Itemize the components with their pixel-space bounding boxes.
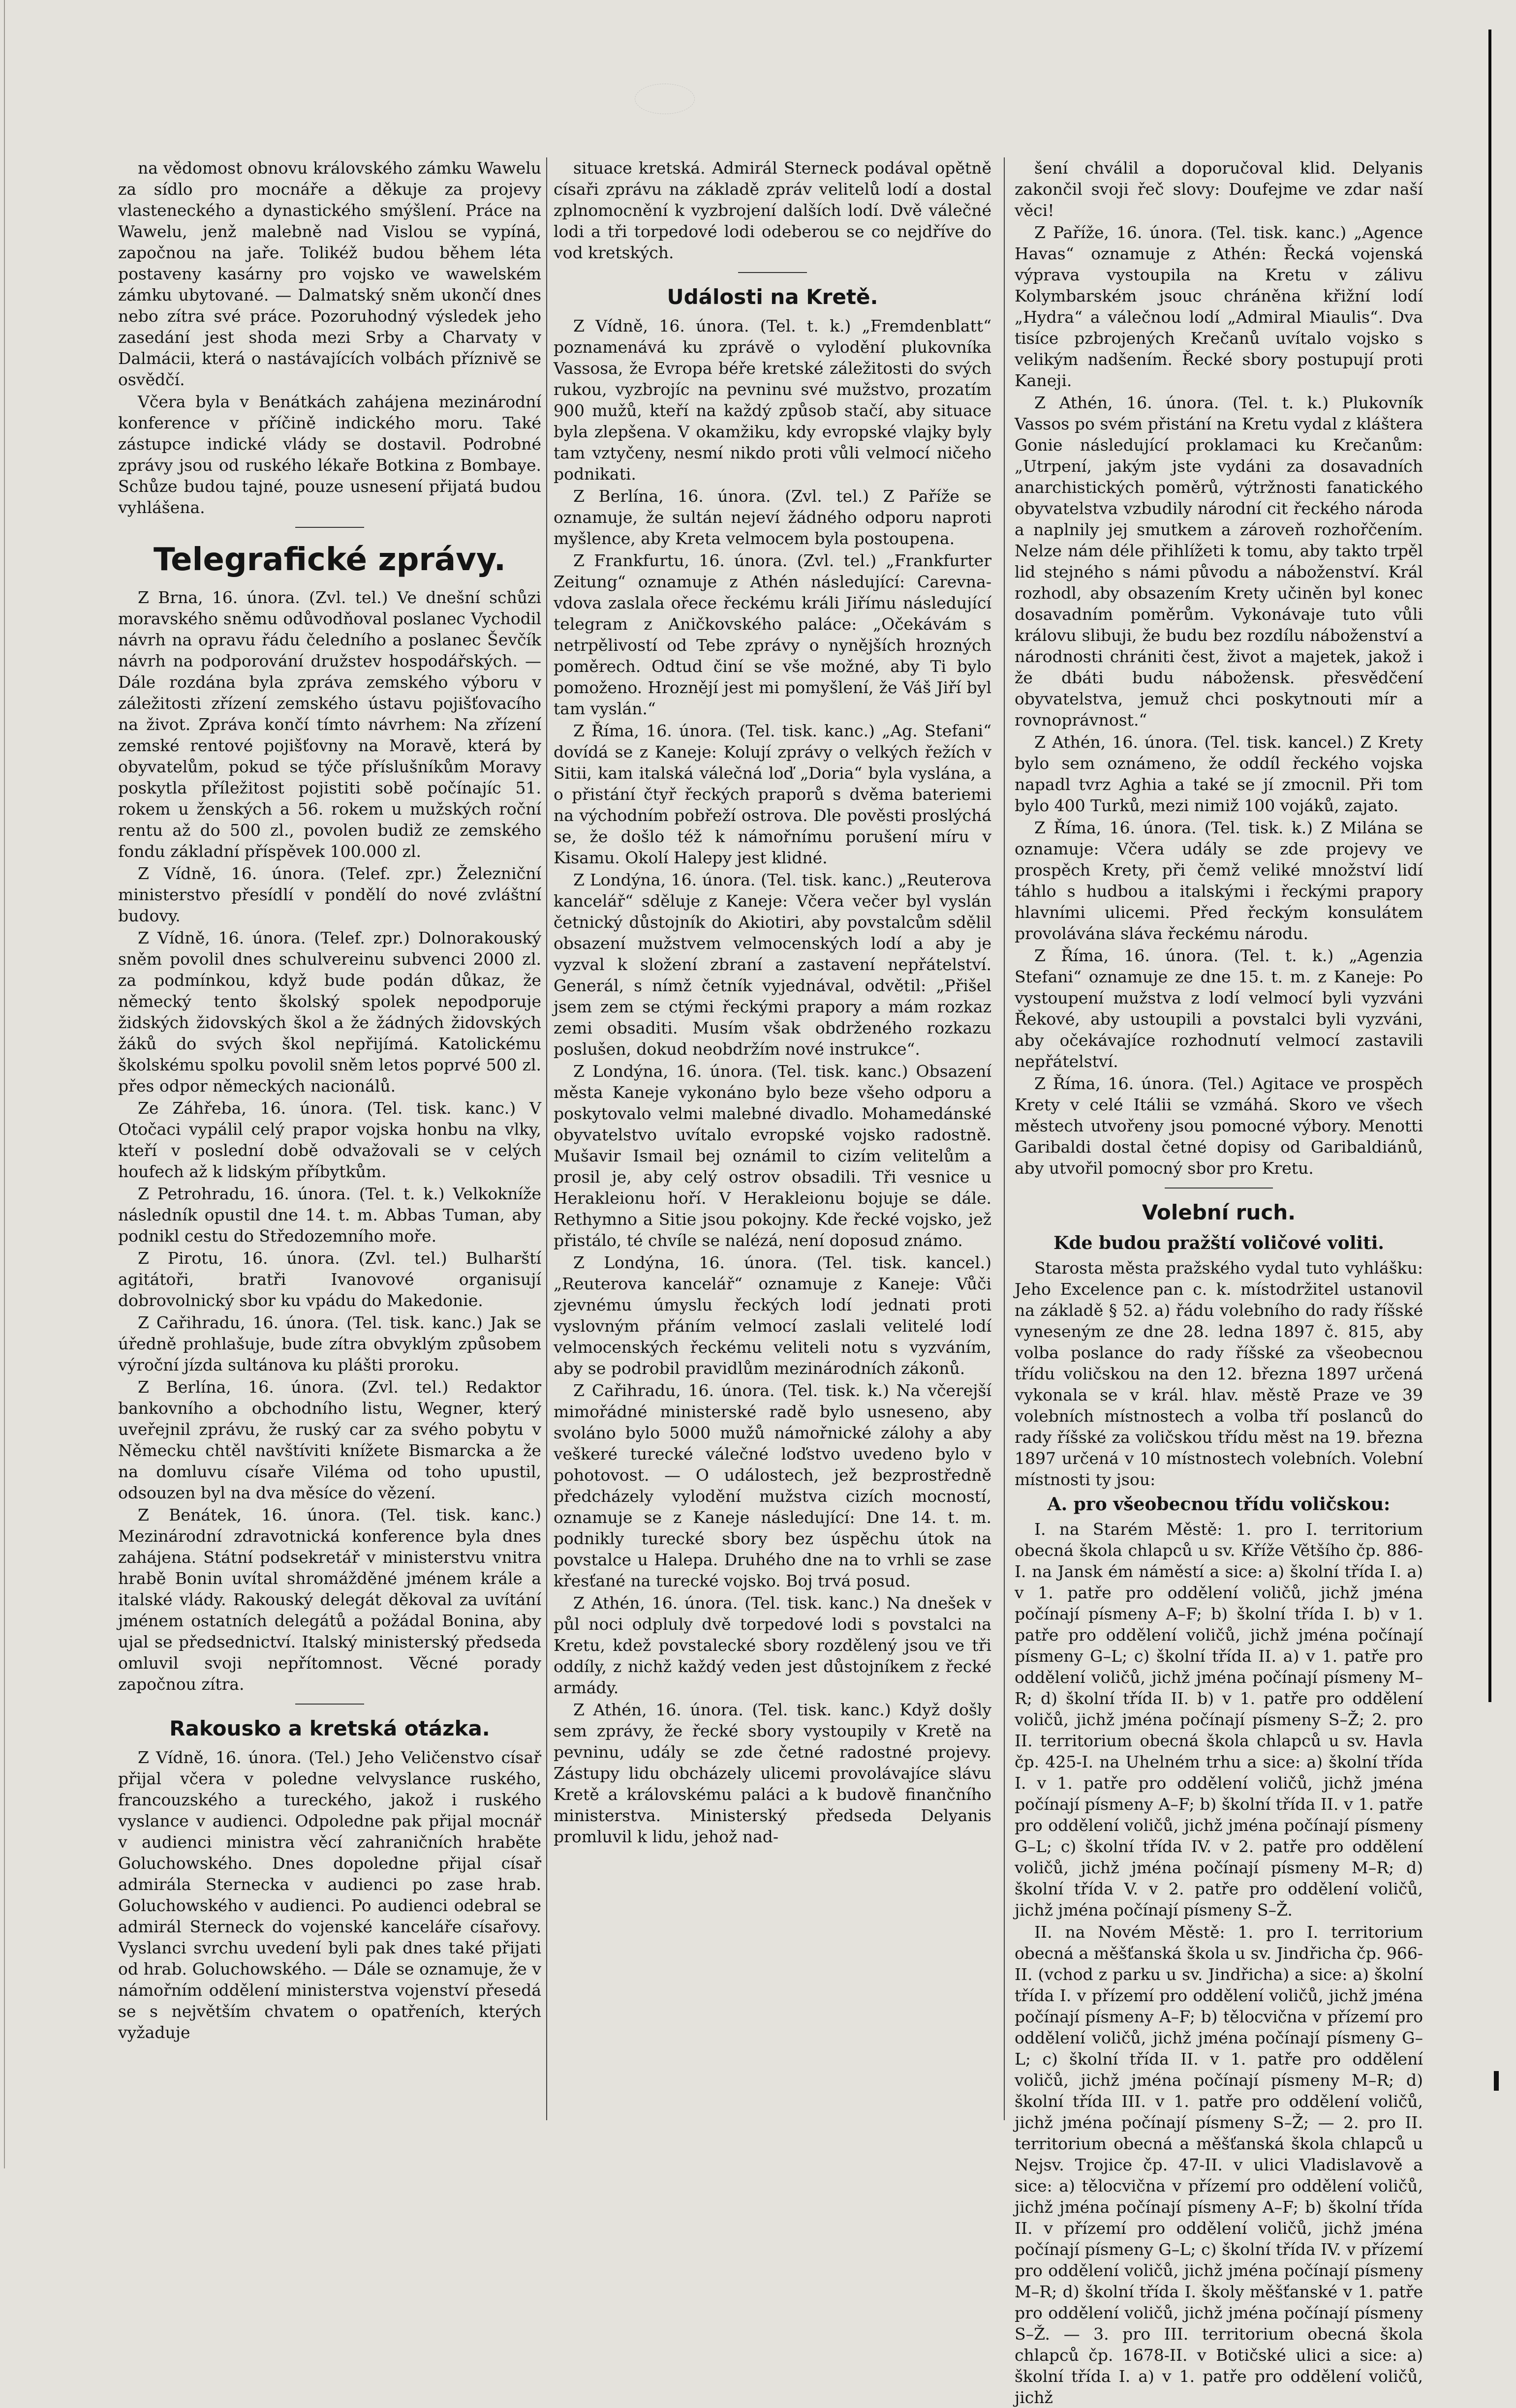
kreta-berlin: Z Berlína, 16. února. (Zvl. tel.) Z Paříže se oznamuje, že sultán nejeví žádného odporu naproti myšlence, aby Kreta velmocem byla postoupena. [554, 487, 991, 548]
section-heading-volebni-ruch: Volební ruch. [1142, 1200, 1296, 1224]
article-benatky-konference: Včera byla v Benátkách zahájena mezinárodní konference v příčině indického moru. Také zástupce indické vlády se dostavil. Podrobné zprávy jsou od ruského lékaře Botkina z Bombaye. Schůze budou tajné, pouze usnesení přijatá budou vyhlášena. [118, 392, 541, 517]
article-rakousko-kreta: Z Vídně, 16. února. (Tel.) Jeho Veličenstvo císař přijal včera v poledne velvyslance ruského, francouzského a tureckého, jakož i ruského vyslance v audienci. Odpoledne pak přijal mocnář v audienci ministra věcí zahraničních hraběte Goluchowského. Dnes dopoledne přijal císař admirála Sterneckа v audienci po zase hrab. Goluchowského v audienci. Po audienci odebral se admirál Sterneck do vojenské kanceláře císařovy. Vyslanci svrchu uvedení byli pak dnes také přijati od hrab. Goluchowského. — Dále se oznamuje, že v námořním oddělení ministerstva vojenství přesedá se s největším chvatem o opatřeních, kterých vyžaduje [118, 1748, 541, 2042]
column-3 [1015, 157, 1423, 2407]
kreta-londyn-2: Z Londýna, 16. února. (Tel. tisk. kanc.) Obsazení města Kaneje vykonáno bylo beze všeho odporu a poskytovalo velmi malebné divadlo. Mohamedánské obyvatelstvo uvítalo evropské vojsko radostně. Mušavir Ismail bej oznámil to cizím velitelům a prosil je, aby celý ostrov obsadili. Tři vesnice u Herakleionu hoří. V Herakleionu bojuje se dále. Rethymno a Sitie jsou pokojny. Kde řecké vojsko, jež přistálo, té chvíle se nalézá, není doposud známo. [554, 1062, 991, 1250]
separator [738, 272, 807, 273]
column-rule-2 [1004, 157, 1005, 2120]
article-wawel: na vědomost obnovu královského zámku Wawelu za sídlo pro mocnáře a děkuje za projevy vlasteneckého a dynastického smýšlení. Práce na Wawelu, jenž malebně nad Vislou se vypíná, započnou na jaře. Tolikéž budou během léta postaveny kasárny pro vojsko ve wawelském zámku ubytované. — Dalmatský sněm ukončí dnes nebo zítra své práce. Pozoruhodný výsledek jeho zasedání jest shoda mezi Srby a Charvaty v Dalmácii, která o nastávajících volbách příznivě se osvědčí. [118, 158, 541, 389]
separator [295, 1704, 364, 1705]
kreta-athen-aghia: Z Athén, 16. února. (Tel. tisk. kancel.) Z Krety bylo sem oznámeno, že oddíl řeckého vojska napadl tvrz Aghia a také se jí zmocnil. Při tom bylo 400 Turků, mezi nimiž 100 vojáků, zajato. [1015, 732, 1423, 815]
kreta-pariz: Z Paříže, 16. února. (Tel. tisk. kanc.) „Agence Havas“ oznamuje z Athén: Řecká vojenská výprava vystoupila na Kretu v zálivu Kolymbarském jsouc chráněna křižní lodí „Hydra“ a válečnou lodí „Admiral Miaulis“. Dva tisíce pzbrojených Krečanů uvítalo vojsko s velikým nadšením. Řecké sbory postupují proti Kaneji. [1015, 223, 1423, 390]
telegram-benatky: Z Benátek, 16. února. (Tel. tisk. kanc.) Mezinárodní zdravotnická konference byla dnes zahájena. Státní podsekretář v ministerstvu vnitra hrabě Bonin uvítal shromážděné jménem krále a italské vlády. Rakouský delegát děkoval za uvítání jménem ostatních delegátů a požádal Bonina, aby ujal se předsednictví. Italský ministerský předseda omluvil svoji nepřítomnost. Věcné porady započnou zítra. [118, 1505, 541, 1694]
kreta-athen-vassos: Z Athén, 16. února. (Tel. t. k.) Plukovník Vassos po svém přistání na Kretu vydal z kláštera Gonie následující proklamaci ku Krečanům: „Utrpení, jakým jste vydáni za dosavadních anarchistických poměrů, výtržnosti fanatického obyvatelstva vzbudily národní cit řeckého národa a naplnily jej smutkem a zároveň rozhořčením. Nelze nám déle přihlížeti k tomu, aby takto trpěl lid stejného s námi původu a náboženství. Král rozhodl, aby obsazením Krety učiněn byl konec dosavadním poměrům. Vykonávaje tuto vůli královu slibuji, že budu bez rozdílu náboženství a národnosti chrániti čest, život a majetek, jakož i že dbáti budu nábožensk. přesvědčení obyvatelstva, jemuž chci poskytnouti mír a rovnoprávnost.“ [1015, 393, 1423, 730]
kreta-viden: Z Vídně, 16. února. (Tel. t. k.) „Fremdenblatt“ poznamenává ku zprávě o vylodění plukovníka Vassosa, že Evropa béře kretské záležitosti do svých rukou, vyzbrojíc na pevninu své mužstvo, prozatím 900 mužů, kteří na každý způsob stačí, aby situace byla zlepšena. V okamžiku, kdy evropské vlajky byly tam vztyčeny, nesmí nikdo proti vůli velmocí ničeho podnikati. [554, 316, 991, 484]
telegram-berlin: Z Berlína, 16. února. (Zvl. tel.) Redaktor bankovního a obchodního listu, Wegner, který uveřejnil zprávu, že ruský car za svého pobytu v Německu chtěl navštíviti knížete Bismarcka a že na domluvu císaře Viléma od toho upustil, odsouzen byl na dva měsíce do vězení. [118, 1377, 541, 1502]
volby-vyhlaska: Starosta města pražského vydal tuto vyhlášku: Jeho Excelence pan c. k. místodržitel ustanovil na základě § 52. a) řádu volebního do rady říšské vyneseným ze dne 28. ledna 1897 č. 815, aby volba poslance do rady říšské za všeobecnou třídu voličskou na den 12. března 1897 určená vykonala se v král. hlav. městě Praze ve 39 volebních místnostech a volba tří poslanců do rady říšské za voličskou třídu měst na 19. března 1897 určená v 10 místnostech volebních. Volební místnosti ty jsou: [1015, 1258, 1423, 1489]
kreta-athen-1: Z Athén, 16. února. (Tel. tisk. kanc.) Na dnešek v půl noci odpluly dvě torpedové lodi s povstalci na Kretu, kdež povstalecké sbory rozdělený jsou ve tři oddíly, z nichž každý veden jest důstojníkem z řecké armády. [554, 1593, 991, 1697]
telegram-brno: Z Brna, 16. února. (Zvl. tel.) Ve dnešní schůzi moravského sněmu odůvodňoval poslanec Vychodil návrh na opravu řádu čeledního a poslanec Ševčík návrh na podporování družstev hospodářských. — Dále rozdána byla zpráva zemského výboru v záležitosti zřízení zemského ústavu pojišťovacího na život. Zpráva končí tímto návrhem: Na zřízení zemské rentové pojišťovny na Moravě, která by obyvatelům, pokud se týče příslušníkům Moravy poskytla příležitost pojistiti sobě počínajíc 51. rokem u ženských a 56. rokem u mužských roční rentu až do 500 zl., povolen budiž ze zemského fondu základní příspěvek 100.000 zl. [118, 588, 541, 861]
kreta-delyanis: šení chválil a doporučoval klid. Delyanis zakončil svoji řeč slovy: Doufejme ve zdar naší věci! [1015, 158, 1423, 220]
telegram-viden-2: Z Vídně, 16. února. (Telef. zpr.) Dolnorakouský sněm povolil dnes schulvereinu subvenci 2000 zl. za podmínkou, když bude podán důkaz, že německý tento školský spolek nepodporuje židských židovských škol a že žádných židovských žáků do svých škol nepřijímá. Katolickému školskému spolku povolil sněm letos poprvé 500 zl. přes odpor německých nacionálů. [118, 928, 541, 1096]
column-1 [118, 157, 541, 2120]
scan-edge-line [4, 0, 5, 2168]
telegram-viden-1: Z Vídně, 16. února. (Telef. zpr.) Železniční ministerstvo přesídlí v pondělí do nové zvláštní budovy. [118, 864, 541, 925]
section-heading-rakousko: Rakousko a kretská otázka. [169, 1716, 490, 1740]
paper-stain [635, 84, 695, 114]
volby-nove-mesto: II. na Novém Městě: 1. pro I. territorium obecná a měšťanská škola u sv. Jindřicha čp. 966-II. (vchod z parku u sv. Jindřicha) a sice: a) školní třída I. v přízemí pro oddělení voličů, jichž jména počínají písmeny A–F; b) tělocvična v přízemí pro oddělení voličů, jichž jména počínají písmeny G–L; c) školní třída II. v 1. patře pro oddělení voličů, jichž jména počínají písmeny M–R; d) školní třída III. v 1. patře pro oddělení voličů, jichž jména počínají písmeny S–Ž; — 2. pro II. territorium obecná a měšťanská škola chlapců u Nejsv. Trojice čp. 47-II. v ulici Vladislavově a sice: a) tělocvična v přízemí pro oddělení voličů, jichž jména počínají písmeny A–F; b) školní třída II. v přízemí pro oddělení voličů, jichž jména počínají písmeny G–L; c) školní třída IV. v přízemí pro oddělení voličů, jichž jména počínají písmeny M–R; d) školní třída I. školy měšťanské v 1. patře pro oddělení voličů, jichž jména počínají písmeny S–Ž. — 3. pro III. territorium obecná škola chlapců čp. 1678-II. v Botičské ulici a sice: a) školní třída I. a) v 1. patře pro oddělení voličů, jichž [1015, 1922, 1423, 2407]
separator [1165, 1188, 1273, 1189]
subheading-kde-budou-volit: Kde budou pražští voličové voliti. [1053, 1233, 1384, 1253]
telegram-petrohrad: Z Petrohradu, 16. února. (Tel. t. k.) Velkokníže následník opustil dne 14. t. m. Abbas Tuman, aby podnikl cestu do Středozemního moře. [118, 1184, 541, 1246]
kreta-rim-stefani: Z Říma, 16. února. (Tel. t. k.) „Agenzia Stefani“ oznamuje ze dne 15. t. m. z Kaneje: Po vystoupení mužstva z lodí velmocí byli vyzváni Řekové, aby ustoupili a povstalci byli vyzváni, aby očekávajíce rozhodnutí velmocí zastavili nepřátelství. [1015, 946, 1423, 1071]
section-heading-telegraficke: Telegrafické zprávy. [153, 542, 506, 578]
kreta-frankfurt: Z Frankfurtu, 16. února. (Zvl. tel.) „Frankfurter Zeitung“ oznamuje z Athén následující: Carevna-vdova zaslala ořece řeckému králi Jiřímu následující telegram z Aničkovského paláce: „Očekávám s netrpělivostí od Tebe zprávy o nynějších hrozných poměrech. Odtud činí se vše možné, aby Ti bylo pomoženo. Hroznějí jest mi pomyšlení, že Váš Jiří byl tam vyslán.“ [554, 551, 991, 718]
kreta-rim-milan: Z Říma, 16. února. (Tel. tisk. k.) Z Milána se oznamuje: Včera udály se zde projevy ve prospěch Krety, při čemž veliké množství lidí táhlo s hudbou a italskými i řeckými prapory hlavními ulicemi. Před řeckým konsulátem provolávána sláva řeckému národu. [1015, 818, 1423, 943]
telegram-zahreb: Ze Záhřeba, 16. února. (Tel. tisk. kanc.) V Otočaci vypálil celý prapor vojska honbu na vlky, kteří v poslední době odvažovali se v celých houfech až k lidským příbytkům. [118, 1098, 541, 1181]
kreta-londyn-1: Z Londýna, 16. února. (Tel. tisk. kanc.) „Reuterova kancelář“ sděluje z Kaneje: Včera večer byl vyslán četnický důstojník do Akiotiri, aby povstalcům sdělil obsazení mužstvem velmocenských lodí a aby je vyzval k složení zbraní a zastavení nepřátelství. Generál, s nímž četník vyjednával, odvětil: „Přišel jsem zem se ctými řeckými prapory a mám rozkaz zemi obsaditi. Musím však obdrženého rozkazu poslušen, dokud neobdržím nové instrukce“. [554, 870, 991, 1059]
volby-stare-mesto: I. na Starém Městě: 1. pro I. territorium obecná škola chlapců u sv. Kříže Většího čp. 886-I. na Jansk ém náměstí a sice: a) školní třída I. a) v 1. patře pro oddělení voličů, jichž jména počínají písmeny A–F; b) školní třída I. b) v 1. patře pro oddělení voličů, jichž jména počínají písmeny G–L; c) školní třída II. a) v 1. patře pro oddělení voličů, jichž jména počínají písmeny M–R; d) školní třída II. b) v 1. patře pro oddělení voličů, jichž jména počínají písmeny S–Ž; 2. pro II. territorium obecná škola chlapců u sv. Havla čp. 425-I. na Uhelném trhu a sice: a) školní třída I. v 1. patře pro oddělení voličů, jichž jména počínají písmeny A–F; b) školní třída II. v 1. patře pro oddělení voličů, jichž jména počínají písmeny G–L; c) školní třída IV. v 2. patře pro oddělení voličů, jichž jména počínají písmeny M–R; d) školní třída V. v 2. patře pro oddělení voličů, jichž jména počínají písmeny S–Ž. [1015, 1520, 1423, 1920]
column-rule-1 [546, 157, 547, 2120]
article-situace-kretska: situace kretská. Admirál Sterneck podával opětně císaři zprávu na základě zpráv velitelů lodí a dostal zplnomocnění k vyzbrojení dalších lodí. Dvě válečné lodi a tři torpedové lodi odeberou se co nejdříve do vod kretských. [554, 158, 991, 262]
telegram-pirot: Z Pirotu, 16. února. (Zvl. tel.) Bulharští agitátoři, bratři Ivanovové organisují dobrovolnický sbor ku vpádu do Makedonie. [118, 1249, 541, 1310]
kreta-rim-agitace: Z Říma, 16. února. (Tel.) Agitace ve prospěch Krety v celé Itálii se vzmáhá. Skoro ve všech městech utvořeny jsou pomocné výbory. Menotti Garibaldi dostal četné dopisy od Garibaldiánů, aby utvořil pomocný sbor pro Kretu. [1015, 1074, 1423, 1178]
column-2 [554, 157, 991, 2120]
page-mark [1494, 2071, 1499, 2091]
kreta-londyn-3: Z Londýna, 16. února. (Tel. tisk. kancel.) „Reuterova kancelář“ oznamuje z Kaneje: Vůči zjevnému úmyslu řeckých lodí jednati proti vyslovným přáním velmocí zaslali velitelé lodí velmocenských řeckému veliteli notu s vyzváním, aby se podrobil pravidlům mezinárodních zákonů. [554, 1253, 991, 1378]
binding-edge [1488, 30, 1511, 1702]
telegram-carihrad: Z Cařihradu, 16. února. (Tel. tisk. kanc.) Jak se úředně prohlašuje, bude zítra obvyklým způsobem výroční jízda sultánova ku plášti proroku. [118, 1313, 541, 1374]
section-heading-udalosti-na-krete: Události na Kretě. [667, 285, 878, 309]
kreta-rim: Z Říma, 16. února. (Tel. tisk. kanc.) „Ag. Stefani“ dovídá se z Kaneje: Kolují zprávy o velkých řežích v Sitii, kam italská válečná loď „Doria“ byla vyslána, a o přistání čtyř řeckých praporů s dvěma bateriemi na východním pobřeží ostrova. Dle pověsti proslýchá se, že došlo též k námořnímu porušení míru v Kisamu. Okolí Halepy jest klidné. [554, 721, 991, 867]
separator [295, 527, 364, 528]
kreta-carihrad: Z Cařihradu, 16. února. (Tel. tisk. k.) Na včerejší mimořádné ministerské radě bylo usneseno, aby svoláno bylo 5000 mužů námořnické zálohy a aby veškeré turecké válečné loďstvo uvedeno bylo v pohotovost. — O událostech, jež bezprostředně předcházely vylodění mužstva cizích mocností, oznamuje se z Kaneje následující: Dne 14. t. m. podnikly turecké sbory bez úspěchu útok na povstalce u Halepa. Druhého dne na to vrhli se zase křesťané na turecké vojsko. Boj trvá posud. [554, 1381, 991, 1590]
kreta-athen-2: Z Athén, 16. února. (Tel. tisk. kanc.) Když došly sem zprávy, že řecké sbory vystoupily v Kretě na pevninu, udály se zde četné radostné projevy. Zástupy lidu obcházely ulicemi provolávajíce slávu Kretě a královskému paláci a k budově finančního ministerstva. Ministerský předseda Delyanis promluvil k lidu, jehož nad- [554, 1700, 991, 1846]
subheading-vseobecna-trida: A. pro všeobecnou třídu voličskou: [1047, 1494, 1391, 1515]
